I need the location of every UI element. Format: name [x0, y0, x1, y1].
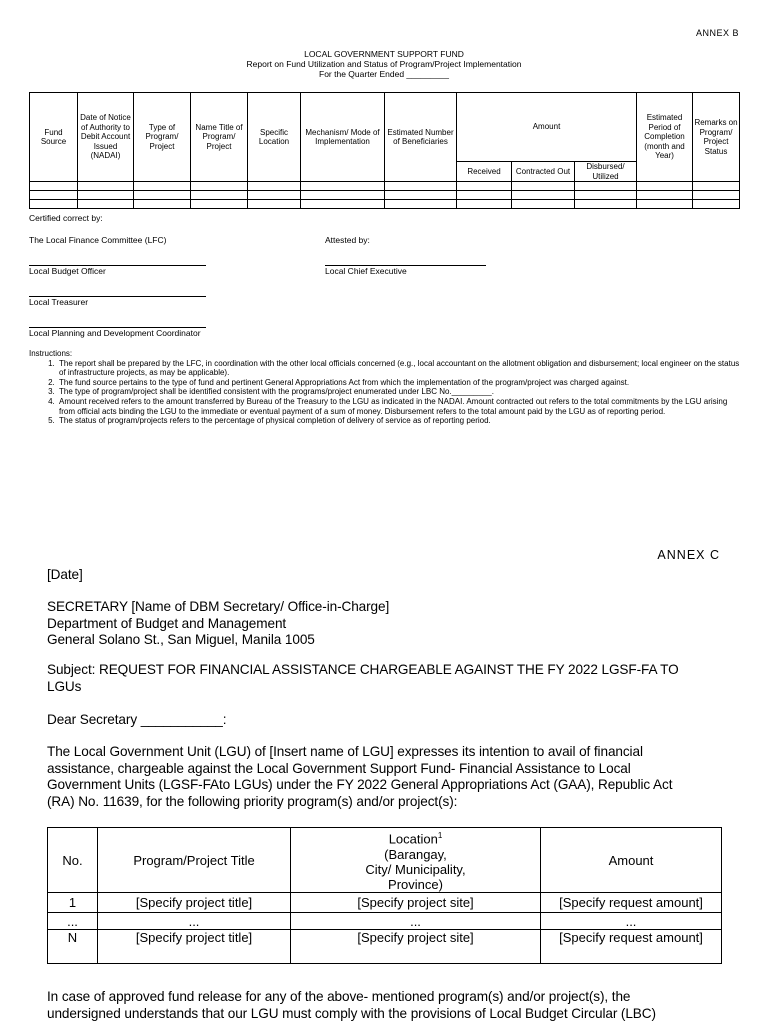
col-program-name: Name Title of Program/ Project — [191, 93, 248, 182]
cell-title: [Specify project title] — [98, 893, 291, 913]
col-nadai-date: Date of Notice of Authority to Debit Account Issued (NADAI) — [78, 93, 134, 182]
col-amount: Amount — [541, 828, 722, 893]
letter-body — [47, 744, 672, 810]
body-line: (RA) No. 11639, for the following priority program(s) and/or project(s): — [47, 793, 458, 809]
table-row — [48, 913, 722, 930]
cell-no: ... — [48, 913, 98, 930]
body-line: Government Units (LGSF-FAto LGUs) under the FY 2022 General Appropriations Act (GAA), Republic Act — [47, 777, 673, 792]
addressee-block — [47, 599, 389, 649]
instruction-item: 5. The status of program/projects refers to the percentage of physical completion of delivery of service as of reporting period. — [57, 416, 741, 426]
cell-location: ... — [291, 913, 541, 930]
addressee-line: Department of Budget and Management — [47, 615, 287, 631]
col-remarks: Remarks on Program/ Project Status — [693, 93, 740, 182]
instruction-item: 2. The fund source pertains to the type of fund and pertinent General Appropriations Act from which the implementation of the program/project was charged against. — [57, 378, 741, 388]
body-line: The Local Government Unit (LGU) of [Insert name of LGU] expresses its intention to avail of financial — [47, 744, 643, 759]
instruction-item: 4. Amount received refers to the amount transferred by Bureau of the Treasury to the LGU as indicated in the NADAI. Amount contracted out refers to the total commitments by the LGU arising from official acts binding the LGU to the immediate or eventual payment of a sum of money. Disbursement refers to the total amount paid by the LGU as of reporting period. — [57, 397, 741, 416]
report-title-line: Report on Fund Utilization and Status of Program/Project Implementation — [246, 59, 522, 69]
cell-no: 1 — [48, 893, 98, 913]
subject-text: Subject: REQUEST FOR FINANCIAL ASSISTANCE CHARGEABLE AGAINST THE FY 2022 LGSF-FA TO — [47, 662, 679, 677]
col-specific-location: Specific Location — [248, 93, 301, 182]
cell-location: [Specify project site] — [291, 930, 541, 964]
col-program-type: Type of Program/ Project — [134, 93, 191, 182]
addressee-line: General Solano St., San Miguel, Manila 1005 — [47, 632, 315, 647]
signature-chief-executive: Local Chief Executive — [325, 265, 486, 276]
location-header-line: City/ Municipality, — [365, 861, 466, 877]
location-header: Location — [388, 831, 438, 847]
signature-budget-officer: Local Budget Officer — [29, 265, 206, 276]
col-amount-received: Received — [457, 162, 512, 182]
table-row — [30, 182, 740, 191]
signature-treasurer: Local Treasurer — [29, 296, 206, 307]
footnote-marker: 1 — [437, 831, 443, 841]
priority-projects-table — [47, 827, 722, 964]
letter-date: [Date] — [47, 567, 83, 582]
instructions-title: Instructions: — [29, 349, 73, 358]
subject-line — [47, 662, 679, 695]
instructions-list — [29, 359, 741, 426]
attested-by-label: Attested by: — [325, 235, 370, 245]
cell-amount: ... — [541, 913, 722, 930]
cell-no: N — [48, 930, 98, 964]
cell-amount: [Specify request amount] — [541, 893, 722, 913]
body-line: assistance, chargeable against the Local Government Support Fund- Financial Assistance to Local — [47, 760, 631, 776]
cell-amount: [Specify request amount] — [541, 930, 722, 964]
col-no: No. — [48, 828, 98, 893]
col-project-title: Program/Project Title — [98, 828, 291, 893]
fund-utilization-table — [29, 92, 740, 209]
annex-b-label: ANNEX B — [695, 28, 739, 38]
subject-text-cont: LGUs — [47, 678, 82, 694]
col-fund-source: Fund Source — [30, 93, 78, 182]
location-header-line: Province) — [388, 876, 443, 892]
table-row — [30, 200, 740, 209]
col-mechanism: Mechanism/ Mode of Implementation — [301, 93, 385, 182]
salutation: Dear Secretary ___________: — [47, 712, 227, 727]
cell-location: [Specify project site] — [291, 893, 541, 913]
closing-line: In case of approved fund release for any of the above- mentioned program(s) and/or project(s), the — [47, 989, 631, 1004]
lfc-label: The Local Finance Committee (LFC) — [29, 235, 167, 245]
addressee-line: SECRETARY [Name of DBM Secretary/ Office-in-Charge] — [47, 599, 390, 614]
col-amount-group: Amount — [457, 93, 637, 162]
col-location — [291, 828, 541, 893]
table-row — [48, 893, 722, 913]
annex-c-label: ANNEX C — [657, 548, 720, 562]
table-row — [30, 191, 740, 200]
report-title-line: For the Quarter Ended _________ — [319, 69, 449, 79]
report-title-line: LOCAL GOVERNMENT SUPPORT FUND — [304, 49, 464, 59]
instruction-item: 3. The type of program/project shall be identified consistent with the programs/project enumerated under LBC No._________. — [57, 387, 741, 397]
cell-title: [Specify project title] — [98, 930, 291, 964]
certified-correct-label: Certified correct by: — [29, 213, 103, 223]
cell-title: ... — [98, 913, 291, 930]
col-beneficiaries: Estimated Number of Beneficiaries — [385, 93, 457, 182]
table-row — [48, 930, 722, 964]
instruction-item: 1. The report shall be prepared by the LFC, in coordination with the other local officials concerned (e.g., local accountant on the allotment obligation and disbursement; local engineer on the status of infrastructure projects, as may be applicable). — [57, 359, 741, 378]
closing-paragraph — [47, 989, 656, 1022]
col-amount-contracted: Contracted Out — [512, 162, 575, 182]
col-amount-disbursed: Disbursed/ Utilized — [575, 162, 637, 182]
closing-line: undersigned understands that our LGU must comply with the provisions of Local Budget Circular (LBC) — [47, 1005, 656, 1021]
location-header-line: (Barangay, — [384, 846, 447, 862]
col-completion-period: Estimated Period of Completion (month and Year) — [637, 93, 693, 182]
signature-planning-coordinator: Local Planning and Development Coordinator — [29, 327, 206, 338]
instructions-block — [29, 349, 741, 426]
report-title-block — [0, 49, 768, 79]
